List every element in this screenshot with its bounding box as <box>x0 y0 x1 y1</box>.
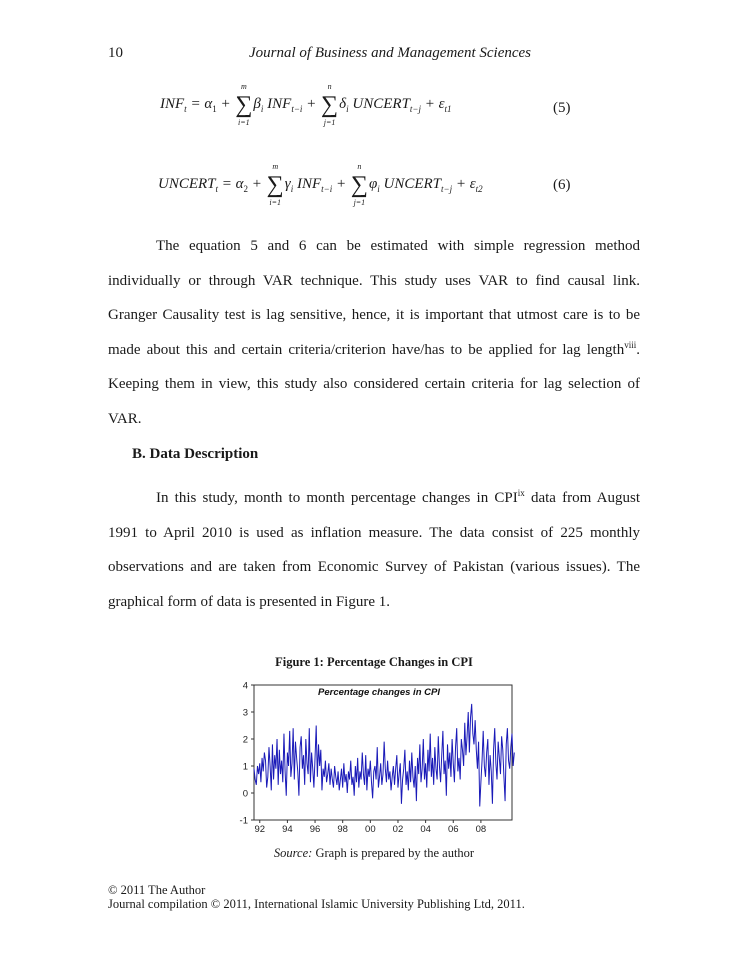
equation-6: $UNCERT_t = \alpha_2$ + ∑ m i=1 $\gamma_i$ $INF_{t-i}$ + ∑ n j=1 $\varphi_i$ $UNCERT_{t-j} + \varepsilon_{t2}$ <box>158 162 483 207</box>
x-tick-label: 00 <box>365 824 376 835</box>
page-number: 10 <box>108 45 123 61</box>
chart-legend: Percentage changes in CPI <box>318 687 440 698</box>
series-line-cpi <box>254 704 514 807</box>
summation-symbol: ∑ m i=1 <box>266 162 284 207</box>
body-paragraph-1: The equation 5 and 6 can be estimated with simple regression method individually or through VAR technique. This study uses VAR to find causal link. Granger Causality test is lag sensitive, hence, it is important that utmost care is to be made about this and certain criteria/criterion have/has to be applied for lag length$^{viii}$. Keeping them in view, this study also considered certain criteria for lag selection of VAR. <box>108 238 640 427</box>
running-header: Journal of Business and Management Sciences <box>248 45 532 61</box>
y-axis-ticks <box>240 681 254 827</box>
x-tick-label: 08 <box>475 824 487 835</box>
y-tick-label: 4 <box>242 680 248 692</box>
equation-5: $INF_t = \alpha_1$ + ∑ m i=1 $\beta_i$ $INF_{t-i}$ + ∑ n j=1 $\delta_i$ $UNCERT_{t-j} + \varepsilon_{t1}$ <box>160 82 452 127</box>
equation-6-number: (6) <box>553 177 571 193</box>
cpi-line-chart <box>226 676 518 836</box>
figure-title: Figure 1: Percentage Changes in CPI <box>275 655 473 669</box>
figure-source: Source: Graph is prepared by the author <box>273 846 475 860</box>
section-heading: B. Data Description <box>132 446 259 462</box>
x-tick-label: 06 <box>447 824 459 835</box>
x-tick-label: 94 <box>282 824 293 835</box>
y-tick-label: 2 <box>242 734 248 746</box>
y-tick-label: 0 <box>242 788 248 800</box>
x-tick-label: 04 <box>420 824 431 835</box>
y-tick-label: 1 <box>242 761 248 773</box>
summation-symbol: ∑ n j=1 <box>350 162 368 207</box>
equation-5-number: (5) <box>553 100 571 116</box>
summation-symbol: ∑ n j=1 <box>321 82 339 127</box>
x-tick-label: 02 <box>392 824 404 835</box>
x-tick-label: 98 <box>337 824 348 835</box>
x-axis-ticks <box>254 820 486 835</box>
page-footer <box>108 883 525 911</box>
summation-symbol: ∑ m i=1 <box>235 82 253 127</box>
footer-journal-compilation: Journal compilation © 2011, International Islamic University Publishing Ltd, 2011. <box>108 897 525 911</box>
y-tick-label: 3 <box>242 707 248 719</box>
x-tick-label: 96 <box>309 824 321 835</box>
footer-copyright: © 2011 The Author <box>108 883 206 897</box>
y-tick-label: -1 <box>239 815 248 827</box>
x-tick-label: 92 <box>254 824 266 835</box>
body-paragraph-2: In this study, month to month percentage changes in CPI$^{ix}$ data from August 1991 to April 2010 is used as inflation measure. The data consist of 225 monthly observations and are taken from Economic Survey of Pakistan (various issues). The graphical form of data is presented in Figure 1. <box>108 488 640 610</box>
